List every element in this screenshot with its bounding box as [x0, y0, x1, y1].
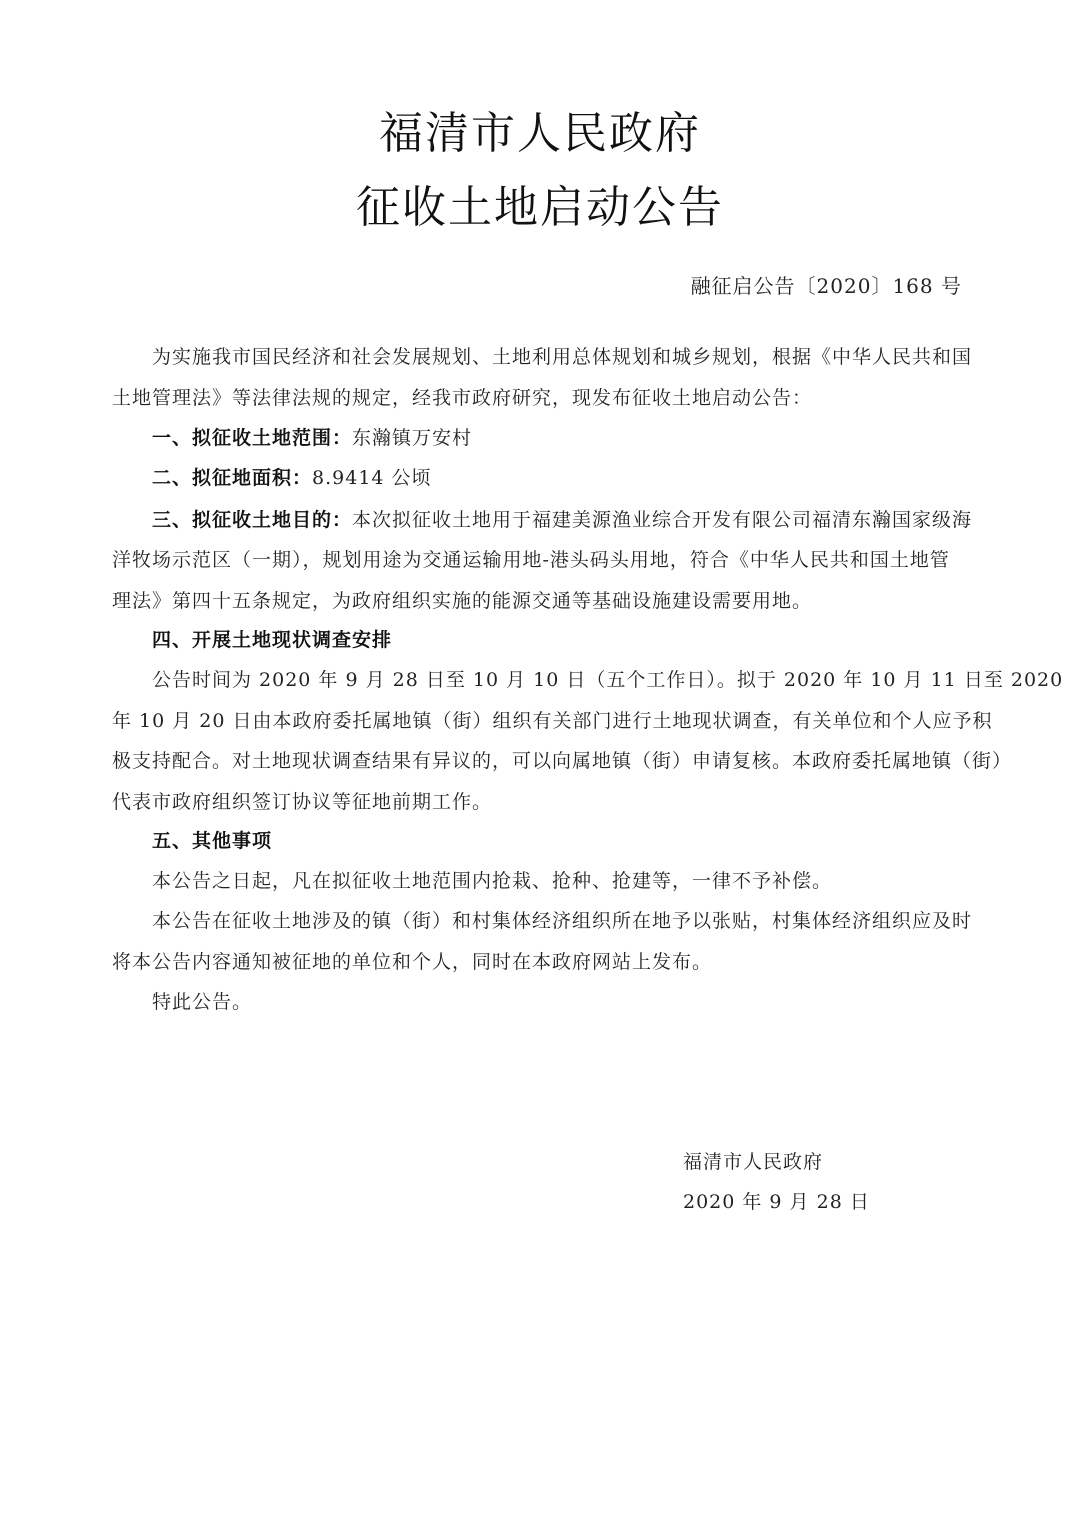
section-4-line-1: 公告时间为 2020 年 9 月 28 日至 10 月 10 日（五个工作日）。拟于 2020 年 10 月 11 日至 2020: [152, 669, 1064, 691]
section-5-heading: 五、其他事项: [152, 830, 273, 852]
section-1-text: 东瀚镇万安村: [352, 427, 473, 449]
intro-line-1: 为实施我市国民经济和社会发展规划、土地利用总体规划和城乡规划，根据《中华人民共和国: [152, 346, 973, 368]
section-3-line-1: [152, 506, 1008, 534]
section-2: [152, 464, 1008, 492]
section-5-para-2-line-1: 本公告在征收土地涉及的镇（街）和村集体经济组织所在地予以张贴，村集体经济组织应及时: [152, 910, 973, 932]
section-4-line-2: 年 10 月 20 日由本政府委托属地镇（街）组织有关部门进行土地现状调查，有关单位和个人应予积: [112, 710, 993, 732]
section-3-text-1: 本次拟征收土地用于福建美源渔业综合开发有限公司福清东瀚国家级海: [352, 509, 973, 531]
intro-line-2: 土地管理法》等法律法规的规定，经我市政府研究，现发布征收土地启动公告：: [112, 387, 813, 409]
page-title-issuer: 福清市人民政府: [379, 108, 701, 159]
section-3-line-2: 洋牧场示范区（一期），规划用途为交通运输用地-港头码头用地，符合《中华人民共和国土地管: [112, 549, 950, 571]
section-4-line-4: 代表市政府组织签订协议等征地前期工作。: [112, 791, 493, 813]
section-2-heading: 二、拟征地面积：: [152, 467, 313, 489]
section-1-heading: 一、拟征收土地范围：: [152, 427, 353, 449]
section-2-text: 8.9414 公顷: [312, 467, 432, 489]
signature-date: 2020 年 9 月 28 日: [683, 1191, 870, 1213]
section-5-para-2-line-2: 将本公告内容通知被征地的单位和个人，同时在本政府网站上发布。: [112, 951, 713, 973]
section-1: [152, 424, 1008, 452]
section-3-line-3: 理法》第四十五条规定，为政府组织实施的能源交通等基础设施建设需要用地。: [112, 590, 813, 612]
signature-issuer: 福清市人民政府: [683, 1151, 824, 1173]
section-4-line-3: 极支持配合。对土地现状调查结果有异议的，可以向属地镇（街）申请复核。本政府委托属地镇（街）: [112, 750, 1013, 772]
section-5-para-1: 本公告之日起，凡在拟征收土地范围内抢栽、抢种、抢建等，一律不予补偿。: [152, 870, 833, 892]
page-title-notice: 征收土地启动公告: [356, 182, 724, 233]
section-4-heading: 四、开展土地现状调查安排: [152, 629, 393, 651]
document-number: 融征启公告〔2020〕168 号: [690, 274, 962, 298]
closing-remark: 特此公告。: [152, 991, 253, 1013]
section-3-heading: 三、拟征收土地目的：: [152, 509, 353, 531]
